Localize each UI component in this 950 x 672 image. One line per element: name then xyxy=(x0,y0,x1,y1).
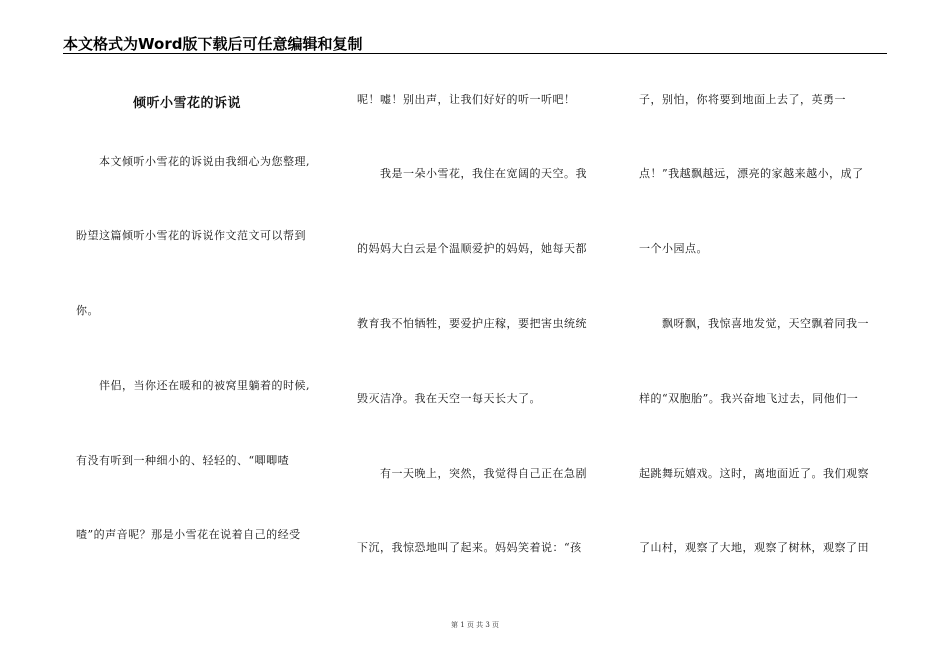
text-line: 下沉，我惊恐地叫了起来。妈妈笑着说：“孩 xyxy=(357,541,582,554)
article-title: 倾听小雪花的诉说 xyxy=(133,96,242,111)
text-line: 毁灭洁净。我在天空一每天长大了。 xyxy=(357,392,541,405)
text-line: 飘呀飘，我惊喜地发觉，天空飘着同我一 xyxy=(639,317,869,330)
text-line: 起跳舞玩嬉戏。这时，离地面近了。我们观察 xyxy=(639,467,869,480)
text-line: 样的“双胞胎”。我兴奋地飞过去，同他们一 xyxy=(639,392,859,405)
header-divider xyxy=(63,53,887,54)
text-line: 教育我不怕牺牲，要爱护庄稼，要把害虫统统 xyxy=(357,317,587,330)
text-line: 我是一朵小雪花，我住在宽阔的天空。我 xyxy=(357,167,587,180)
text-line: 有没有听到一种细小的、轻轻的、“唧唧喳 xyxy=(76,454,290,467)
text-line: 你。 xyxy=(76,304,99,317)
text-line: 子，别怕，你将要到地面上去了，英勇一 xyxy=(639,93,846,106)
text-line: 呢！嘘！别出声，让我们好好的听一听吧！ xyxy=(357,93,576,106)
text-line: 一个小园点。 xyxy=(639,242,708,255)
text-line: 喳”的声音呢？那是小雪花在说着自己的经受 xyxy=(76,528,301,541)
text-line: 了山村，观察了大地，观察了树林，观察了田 xyxy=(639,541,869,554)
text-line: 的妈妈大白云是个温顺爱护的妈妈，她每天都 xyxy=(357,242,587,255)
text-line: 盼望这篇倾听小雪花的诉说作文范文可以帮到 xyxy=(76,229,306,242)
text-line: 点！”我越飘越远，漂亮的家越来越小，成了 xyxy=(639,167,864,180)
document-header-title: 本文格式为Word版下载后可任意编辑和复制 xyxy=(63,35,363,53)
text-line: 有一天晚上，突然，我觉得自己正在急剧 xyxy=(357,467,587,480)
text-line: 本文倾听小雪花的诉说由我细心为您整理, xyxy=(76,155,310,168)
page-number: 第 1 页 共 3 页 xyxy=(450,621,500,629)
text-line: 伴侣，当你还在暖和的被窝里躺着的时候, xyxy=(76,379,310,392)
